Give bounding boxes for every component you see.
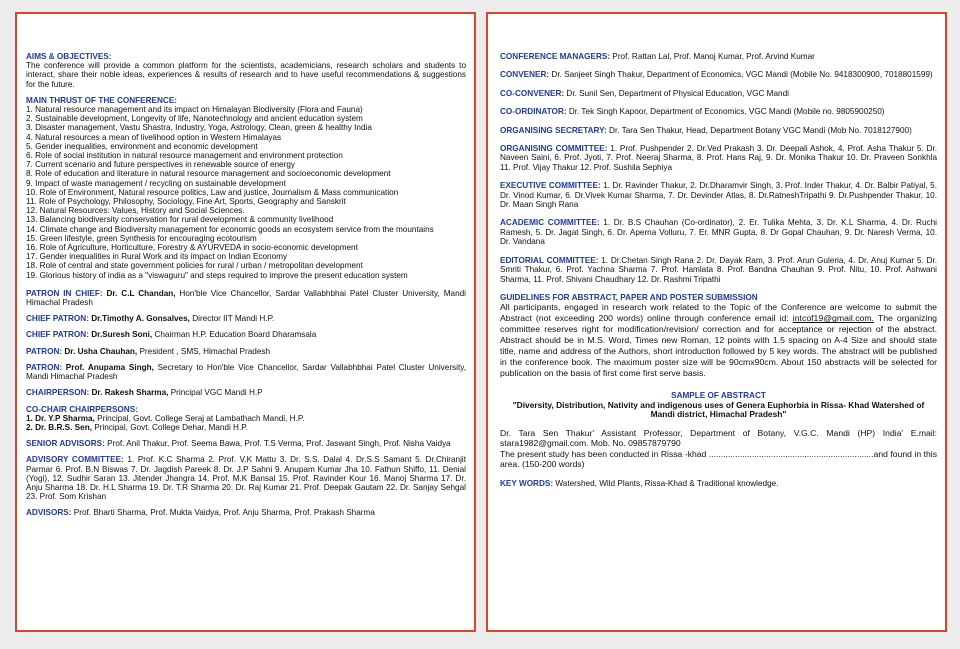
- co-chair-name: 2. Dr. B.R.S. Sen,: [26, 422, 92, 432]
- thrust-list: [26, 105, 466, 280]
- patron-text: President , SMS, Himachal Pradesh: [137, 346, 271, 356]
- advisors-heading: ADVISORS:: [26, 508, 72, 518]
- patron-1: [26, 347, 466, 356]
- convener-heading: CONVENER:: [500, 70, 550, 80]
- executive-heading: EXECUTIVE COMMITTEE:: [500, 181, 601, 191]
- co-convener: [500, 89, 937, 98]
- coordinator: [500, 107, 937, 116]
- chairperson-heading: CHAIRPERSON:: [26, 388, 90, 398]
- list-item: 7. Current scenario and future perspectives in renewable source of energy: [26, 160, 295, 170]
- advisors: [26, 508, 466, 517]
- co-chair-name: 1. Dr. Y.P Sharma,: [26, 413, 95, 423]
- co-chair-section: [26, 405, 466, 433]
- coordinator-text: Dr. Tek Singh Kapoor, Department of Economics, VGC Mandi (Mobile no. 9805900250): [566, 107, 885, 117]
- executive-committee: [500, 181, 937, 209]
- managers-text: Prof. Rattan Lal, Prof. Manoj Kumar, Prof. Arvind Kumar: [610, 52, 815, 61]
- aims-heading: AIMS & OBJECTIVES:: [26, 52, 112, 61]
- list-item: 11. Role of Psychology, Philosophy, Sociology, Fine Art, Sports, Geography and Sanskrit: [26, 197, 346, 207]
- advisory-committee: [26, 455, 466, 501]
- key-words: [500, 479, 937, 488]
- co-convener-text: Dr. Sunil Sen, Department of Physical Education, VGC Mandi: [564, 88, 789, 98]
- managers-heading: CONFERENCE MANAGERS:: [500, 52, 611, 61]
- thrust-section: [26, 96, 466, 280]
- aims-section: [26, 52, 466, 89]
- list-item: [26, 414, 466, 423]
- chief-patron-name: Dr.Suresh Soni,: [88, 330, 153, 340]
- editorial-committee: [500, 256, 937, 284]
- executive-text: 1. Dr. Ravinder Thakur, 2. Dr.Dharamvir Singh, 3. Prof. Inder Thakur, 4. Dr. Balbir Patiyal, 5. Dr. Vinod Kumar, 6. Dr.Vivek Kumar Sharma, 7. Dr. Devinder Atlas, 8. Dr.RatneshTripathi 9. Dr.Pushpender Thakur, 10. Dr. Maan Singh Rana: [500, 181, 938, 210]
- academic-heading: ACADEMIC COMMITTEE:: [500, 218, 600, 228]
- list-item: 19. Glorious history of india as a "viswaguru" and steps required to improve the present education system: [26, 270, 408, 280]
- co-chair-text: Principal, Govt. College Seraj at Lambathach Mandi, H.P.: [94, 413, 305, 423]
- chief-patron-1: [26, 314, 466, 323]
- aims-text: The conference will provide a common platform for the scientists, academicians, research scholars and students to interact, share their noble ideas, experiences & results of research and to have useful recommendations & suggestions for the future.: [26, 61, 466, 89]
- list-item: 10. Role of Environment, Natural resource politics, Law and justice, Journalism & Mass communication: [26, 187, 399, 197]
- conference-managers: [500, 52, 937, 61]
- list-item: 17. Gender inequalities in Rural Work and its impact on Indian Economy: [26, 252, 288, 262]
- organising-text: 1. Prof. Pushpender 2. Dr.Ved Prakash 3. Dr. Deepali Ashok, 4. Prof. Asha Thakur 5. Dr. Naveen Saini, 6. Prof. Jyoti, 7. Prof. Neeraj Sharma, 8. Prof. Hans Raj, 9. Dr. Monika Thakur 10. Dr. Praveen Sonkhla 11. Prof. Vijay Thakur 12. Prof. Sushila Sephiya: [500, 144, 938, 172]
- sample-body: [500, 428, 937, 470]
- sample-author: Dr. Tara Sen Thakur' Assistant Professor, Department of Botany, V.G.C. Mandi (HP) India' E.mail: stara1982@gmail.com. Mob. No. 09857879790: [500, 427, 937, 449]
- guidelines-section: [500, 293, 937, 379]
- list-item: 1. Natural resource management and its impact on Himalayan Biodiversity (Flora and Fauna): [26, 105, 363, 115]
- patron-in-chief-heading: PATRON IN CHIEF:: [26, 288, 103, 298]
- organising-secretary: [500, 126, 937, 135]
- keywords-text: Watershed, Wild Plants, Rissa-Khad & Traditional knowledge.: [553, 478, 779, 488]
- chief-patron-2: [26, 330, 466, 339]
- chief-patron-text: Director IIT Mandi H.P.: [189, 314, 275, 324]
- list-item: 16. Role of Agriculture, Horticulture, Forestry & AYURVEDA in socio-economic development: [26, 243, 358, 253]
- list-item: 2. Sustainable development, Longevity of life, Nanotechnology and ancient education system: [26, 114, 363, 124]
- senior-advisors-text: Prof. Anil Thakur, Prof. Seema Bawa, Prof. T.S Verma, Prof. Jaswant Singh, Prof. Nisha Vaidya: [104, 439, 451, 449]
- chief-patron-name: Dr.Timothy A. Gonsalves,: [88, 314, 190, 324]
- chief-patron-heading: CHIEF PATRON:: [26, 314, 89, 324]
- list-item: 3. Disaster management, Vastu Shastra, Industry, Yoga, Astrology, Clean, green & healthy India: [26, 123, 372, 133]
- guidelines-text-before: All participants, engaged in research work related to the Topic of the Conference are welcome to submit the Abstract (not exceeding 200 words) online through conference email id:: [500, 302, 937, 324]
- chairperson-name: Dr. Rakesh Sharma,: [89, 388, 169, 398]
- co-convener-heading: CO-CONVENER:: [500, 88, 565, 98]
- secretary-text: Dr. Tara Sen Thakur, Head, Department Botany VGC Mandi (Mob No. 7018127900): [606, 125, 912, 135]
- sample-title: "Diversity, Distribution, Nativity and indigenous uses of Genera Euphorbia in Rissa- Khad Watershed of Mandi district, Himachal Pradesh": [512, 399, 925, 420]
- list-item: 15. Green lifestyle, green Synthesis for encouraging ecotourism: [26, 233, 257, 243]
- list-item: 18. Role of central and state government policies for rural / urban / metropolitan development: [26, 261, 363, 271]
- list-item: 14. Climate change and Biodiversity management for economic goods an ecosystem service from the mountains: [26, 224, 434, 234]
- guidelines-heading: GUIDELINES FOR ABSTRACT, PAPER AND POSTER SUBMISSION: [500, 292, 758, 302]
- list-item: 5. Gender inequalities, environment and economic development: [26, 141, 258, 151]
- sample-text: The present study has been conducted in Rissa -khad .....................................................................and found in this area. (150-200 words): [500, 448, 937, 470]
- chief-patron-text: Chairman H.P. Education Board Dharamsala: [152, 330, 317, 340]
- guidelines-text: [500, 302, 937, 379]
- list-item: 12. Natural Resources: Values, History and Social Sciences.: [26, 206, 245, 216]
- co-chair-text: Principal, Govt. College Dehar, Mandi H.P.: [91, 422, 248, 432]
- editorial-heading: EDITORIAL COMMITTEE:: [500, 255, 599, 265]
- organising-committee: [500, 144, 937, 172]
- list-item: 13. Balancing biodiversity conservation for rural development & community livelihood: [26, 215, 334, 225]
- advisors-text: Prof. Bharti Sharma, Prof. Mukta Vaidya, Prof. Anju Sharma, Prof. Prakash Sharma: [71, 508, 375, 518]
- chief-patron-heading: CHIEF PATRON:: [26, 330, 89, 340]
- right-panel: [486, 12, 947, 632]
- list-item: 8. Role of education and literature in natural resource management and socioeconomic development: [26, 169, 391, 179]
- left-panel: [15, 12, 476, 632]
- patron-name: Dr. Usha Chauhan,: [62, 346, 138, 356]
- list-item: 6. Role of social institution in natural resource management and environment protection: [26, 151, 343, 161]
- patron-in-chief-name: Dr. C.L Chandan,: [106, 288, 176, 298]
- list-item: 9. Impact of waste management / recycling on sustainable development: [26, 178, 286, 188]
- academic-text: 1. Dr. B.S Chauhan (Co-ordinator), 2. Er. Tulika Mehta, 3. Dr. K.L Sharma, 4. Dr. Ruchi Ramesh, 5. Dr. Jagat Singh, 6. Dr. Aperna Volluru, 7. Er. MNR Gupta, 8. Dr Gopal Chauhan, 9. Dr. Naresh Verma, 10. Dr. Vandana: [500, 218, 937, 247]
- convener: [500, 70, 937, 79]
- convener-text: Dr. Sanjeet Singh Thakur, Department of Economics, VGC Mandi (Mobile No. 9418300900, 7018801599): [549, 70, 933, 80]
- keywords-heading: KEY WORDS:: [500, 478, 554, 488]
- secretary-heading: ORGANISING SECRETARY:: [500, 125, 607, 135]
- patron-2: [26, 363, 466, 381]
- coordinator-heading: CO-ORDINATOR:: [500, 107, 567, 117]
- patron-heading: PATRON:: [26, 346, 63, 356]
- sample-abstract: [500, 391, 937, 470]
- list-item: [26, 423, 466, 432]
- conference-email: intcof19@gmail.com.: [792, 313, 875, 324]
- patron-text: Secretary to Hon'ble Vice Chancellor, Sardar Vallabhbhai Patel Cluster University, Mandi Himachal Pradesh: [26, 362, 466, 382]
- co-chair-heading: CO-CHAIR CHAIRPERSONS:: [26, 404, 138, 414]
- guidelines-text-after: The organizing committee reserves right for modification/revision/ correction and for acceptance or rejection of the abstract. Abstract should be in M.S. Word, Times new Roman, 12 points with 1.5 spacing on A-4 Size and should state title, name and address of the Authors, short introduction followed by 5 key words. The abstract will be published in the conference book. The maximum poster size will be 90cmx90cm. About 150 abstracts will be selected for publication on the basis of first come first serve basis.: [500, 313, 937, 379]
- patron-in-chief-text: Hon'ble Vice Chancellor, Sardar Vallabhbhai Patel Cluster University, Mandi Himachal Pradesh: [26, 288, 466, 308]
- patron-name: Prof. Anupama Singh,: [62, 362, 154, 372]
- senior-advisors-heading: SENIOR ADVISORS:: [26, 439, 105, 449]
- editorial-text: 1. Dr.Chetan Singh Rana 2. Dr. Dayak Ram, 3. Prof. Arun Guleria, 4. Dr. Anuj Kumar 5. Dr. Smriti Thakur, 6. Prof. Yachna Sharma 7. Prof. Hamlata 8. Prof. Bandna Chauhan 9. Prof. Nitu, 10. Prof. Ashwani Sharma, 11. Prof. Shivani Chaudhary 12. Dr. Rashmi Tripathi: [500, 255, 937, 284]
- list-item: 4. Natural resources a mean of livelihood option in Western Himalayas: [26, 132, 282, 142]
- patron-in-chief: [26, 289, 466, 307]
- thrust-heading: MAIN THRUST OF THE CONFERENCE:: [26, 95, 178, 105]
- senior-advisors: [26, 439, 466, 448]
- advisory-text: 1. Prof. K.C Sharma 2. Prof. V.K Mattu 3. Dr. S.S. Dalal 4. Dr.S.S Samant 5. Dr.Chiranjit Parmar 6. Prof. B.N Biswas 7. Dr. Jagdish Pareek 8. Dr. J.P Sahni 9. Anupam Kumar Jha 10. Fathun Shiffo, 11. Denial (Yogi), 12. Sudhir Saran 13. Jitender Jhangra 14. Prof. M.K Bansal 15. Prof. Ravinder Kour 16. Manoj Sharma 17. Dr. Anju Sharma 18. Dr. H.L Sharma 19. Dr. T.R Sharma 20. Dr. Raj Kumar 21. Prof. Deepak Gautam 22. Dr. Sanjay Sehgal 23. Prof. Som Krishan: [26, 455, 467, 502]
- sample-heading: SAMPLE OF ABSTRACT: [671, 391, 766, 401]
- chairperson: [26, 388, 466, 397]
- academic-committee: [500, 218, 937, 246]
- advisory-heading: ADVISORY COMMITTEE:: [26, 455, 124, 465]
- patron-heading: PATRON:: [26, 362, 63, 372]
- chairperson-text: Principal VGC Mandi H.P: [168, 388, 263, 398]
- organising-heading: ORGANISING COMMITTEE:: [500, 144, 608, 154]
